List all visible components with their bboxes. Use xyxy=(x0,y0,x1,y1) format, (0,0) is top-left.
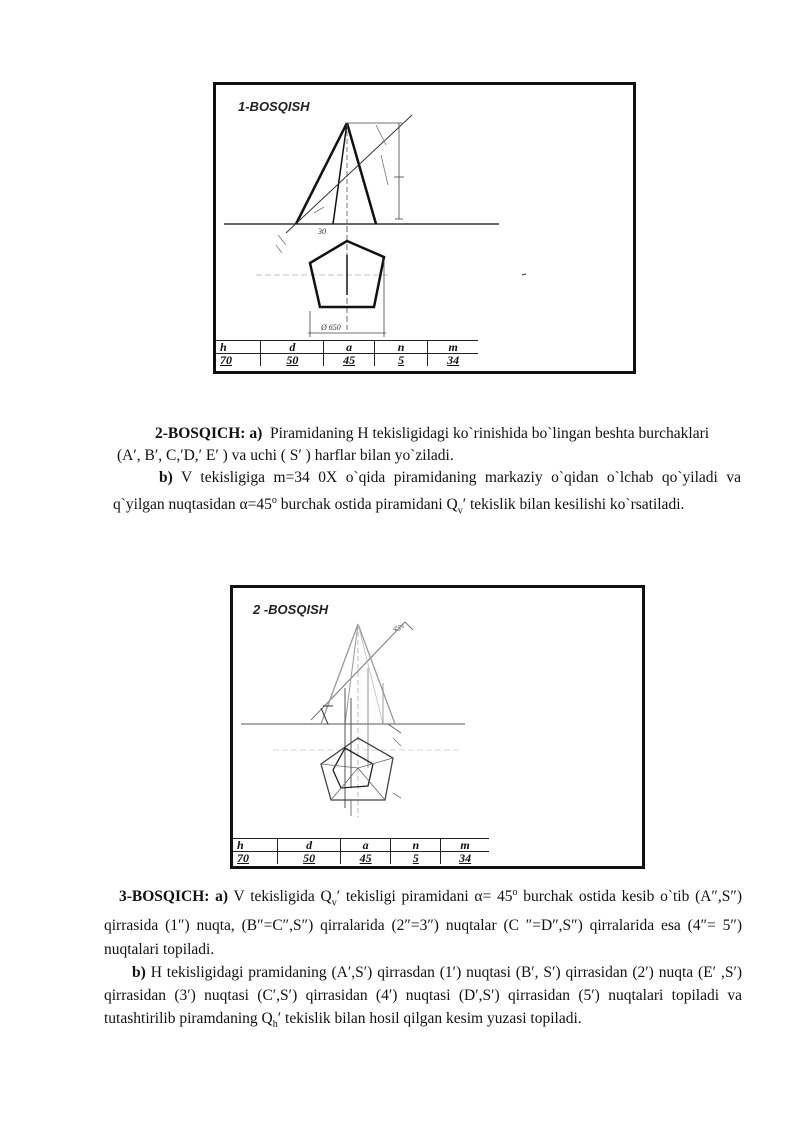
step-3-b-text-1: H tekisligidagi pramidaning (A′,S′) qirrasdan (1′) nuqtasi (B′, S′) qirrasidan (2′) nuqta (E′ ,S′) qirrasidan (3′) nuqtasi (C′,S′) qirrasidan (4′) nuqtasi (D′,S′) qirrasidan (5′) nuqtalari topiladi va tutashtirilib piramdaning Q xyxy=(104,963,743,1028)
table-header: m xyxy=(428,341,478,354)
figure-2-title: 2 -BOSQISH xyxy=(253,602,329,617)
table-header: n xyxy=(374,341,427,354)
table-header: h xyxy=(216,341,261,354)
figure-2-construction xyxy=(233,588,642,866)
table-header: n xyxy=(391,839,441,852)
step-2-b-text-1: V tekisligiga m=34 0X o`qida piramidaning markaziy o`qidan o`lchab qo`yiladi va q`yilgan nuqtasidan α=45 xyxy=(113,469,741,513)
table-header: d xyxy=(278,839,341,852)
figure-2-drawing xyxy=(230,585,645,869)
table-header: a xyxy=(324,341,375,354)
figure-1-circle-label: Ø 650 xyxy=(321,323,341,332)
figure-1-parameter-table xyxy=(216,340,478,366)
step-3-a-marker: a) xyxy=(215,888,229,906)
figure-2-angle-label: 45° xyxy=(393,624,405,633)
step-2-b-sub: v xyxy=(457,504,463,516)
step-3-b-sub: h xyxy=(272,1019,278,1031)
step-3-a-sub: v xyxy=(331,897,337,909)
figure-1-construction xyxy=(216,85,633,371)
step-2-paragraph xyxy=(113,423,741,522)
table-cell: 50 xyxy=(278,852,341,865)
step-3-a-text-3: burchak ostida kesib o`tib (A″,S″) qirrasida (1″) nuqta, (B″=C″,S″) qirralarida (2″=3″) nuqtalar (C ″=D″,S″) qirralarida esa (4″= 5″) nuqtalari topiladi. xyxy=(104,888,742,958)
table-cell: 70 xyxy=(233,852,278,865)
table-header: h xyxy=(233,839,278,852)
step-3-a-sup: o xyxy=(512,887,518,898)
figure-1-drawing xyxy=(213,82,636,374)
table-cell: 45 xyxy=(324,354,375,367)
table-cell: 45 xyxy=(340,852,390,865)
figure-1-title: 1-BOSQISH xyxy=(238,99,310,114)
step-2-b-marker: b) xyxy=(159,469,173,487)
table-header: d xyxy=(261,341,324,354)
figure-1-angle-label: 30 xyxy=(318,227,326,236)
step-2-heading: 2-BOSQICH: xyxy=(155,425,246,442)
table-header: m xyxy=(441,839,489,852)
step-2-b-text-3: ′ tekislik bilan kesilishi ko`rsatiladi. xyxy=(462,495,685,513)
step-3-heading: 3-BOSQICH: xyxy=(119,888,210,906)
step-2-b-sup: o xyxy=(271,494,277,506)
table-cell: 50 xyxy=(261,354,324,367)
table-header: a xyxy=(340,839,390,852)
step-3-b-marker: b) xyxy=(132,963,146,981)
step-2-a-marker: a) xyxy=(249,425,263,442)
step-2-b-text-2: burchak ostida piramidani Q xyxy=(276,495,458,513)
table-cell: 34 xyxy=(428,354,478,367)
step-3-b-text-2: ′ tekislik bilan hosil qilgan kesim yuzasi topiladi. xyxy=(277,1010,582,1028)
figure-2-parameter-table xyxy=(233,838,489,864)
table-cell: 70 xyxy=(216,354,261,367)
step-3-a-text-2: ′ tekisligi piramidani α= 45 xyxy=(336,888,513,906)
step-3-paragraph xyxy=(104,881,742,1037)
table-cell: 34 xyxy=(441,852,489,865)
step-2-a-text-2: (A′, B′, C,′D,′ E′ ) va uchi ( S′ ) harflar bilan yo`ziladi. xyxy=(117,447,454,465)
table-cell: 5 xyxy=(391,852,441,865)
step-2-a-text: Piramidaning H tekisligidagi ko`rinishida bo`lingan beshta burchaklari xyxy=(269,425,710,442)
step-3-a-text-1: V tekisligida Q xyxy=(233,888,332,906)
table-cell: 5 xyxy=(374,354,427,367)
